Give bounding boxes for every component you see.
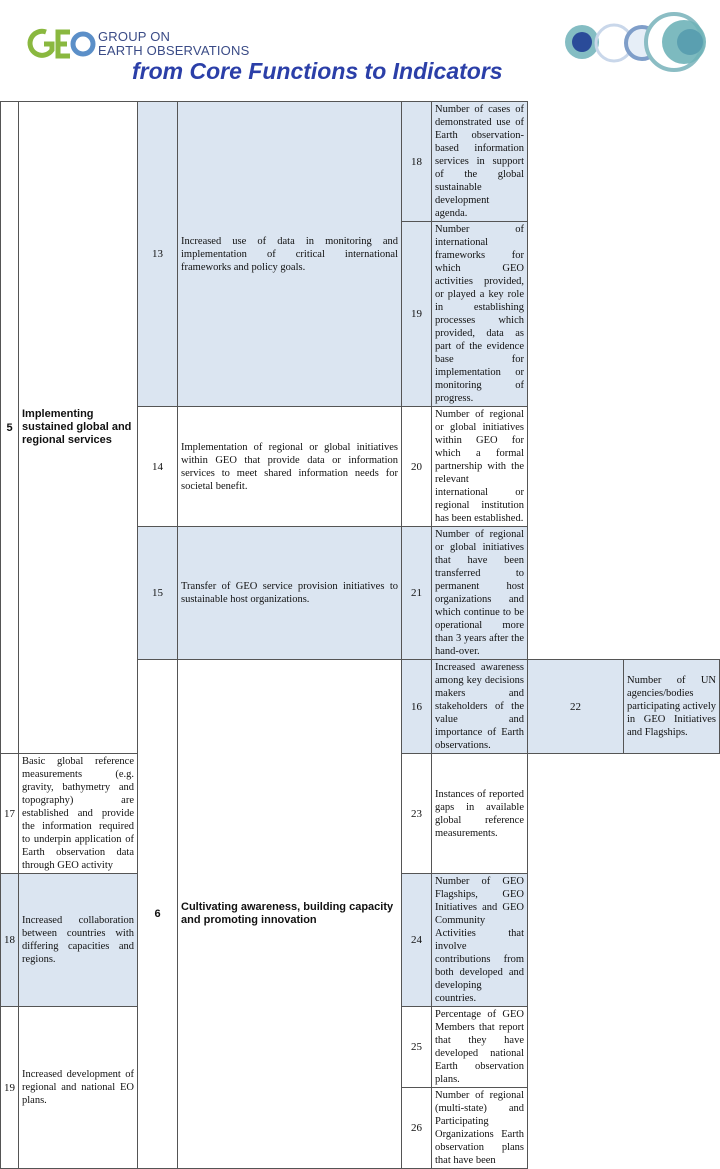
outcome-number: 13 — [138, 102, 178, 407]
indicator-text: Number of UN agencies/bodies participating actively in GEO Initiatives and Flagships. — [624, 660, 720, 754]
indicator-number: 21 — [402, 527, 432, 660]
indicator-number: 19 — [402, 222, 432, 407]
function-name: Cultivating awareness, building capacity and promoting innovation — [178, 660, 402, 1169]
geo-logo-mark — [26, 24, 94, 64]
decorative-circles — [540, 6, 720, 84]
page-title: from Core Functions to Indicators — [132, 58, 503, 84]
logo-wordmark — [98, 30, 249, 58]
outcome-number: 16 — [402, 660, 432, 754]
indicator-text: Number of regional (multi-state) and Participating Organizations Earth observation plans that have been — [432, 1088, 528, 1169]
outcome-number: 18 — [1, 874, 19, 1007]
indicator-number: 23 — [402, 754, 432, 874]
outcome-text: Basic global reference measurements (e.g. gravity, bathymetry and topography) are established and provide the information required to underpin application of Earth observation data through GEO activity — [19, 754, 138, 874]
function-name: Implementing sustained global and regional services — [19, 102, 138, 754]
outcome-text: Implementation of regional or global initiatives within GEO that provide data or information services to meet shared information needs for societal benefit. — [178, 407, 402, 527]
indicator-text: Number of international frameworks for which GEO activities provided, or played a key role in establishing processes which provided, data as part of the evidence base for implementation or monitoring of progress. — [432, 222, 528, 407]
indicator-text: Number of regional or global initiatives that have been transferred to permanent host organizations and which continue to be operational more than 3 years after the hand-over. — [432, 527, 528, 660]
outcome-text: Increased development of regional and national EO plans. — [19, 1007, 138, 1169]
indicator-number: 18 — [402, 102, 432, 222]
indicator-text: Number of cases of demonstrated use of Earth observation-based information services in support of the global sustainable development agenda. — [432, 102, 528, 222]
logo-line-2: EARTH OBSERVATIONS — [98, 43, 250, 58]
outcome-number: 14 — [138, 407, 178, 527]
outcome-number: 15 — [138, 527, 178, 660]
outcome-text: Increased use of data in monitoring and implementation of critical international frameworks and policy goals. — [178, 102, 402, 407]
indicator-number: 20 — [402, 407, 432, 527]
indicators-table — [0, 101, 720, 1166]
function-number: 6 — [138, 660, 178, 1169]
indicator-number: 25 — [402, 1007, 432, 1088]
function-number: 5 — [1, 102, 19, 754]
outcome-text: Transfer of GEO service provision initiatives to sustainable host organizations. — [178, 527, 402, 660]
indicator-text: Instances of reported gaps in available global reference measurements. — [432, 754, 528, 874]
indicator-text: Number of regional or global initiatives within GEO for which a formal partnership with the relevant international or regional institution has been established. — [432, 407, 528, 527]
logo-line-1: GROUP ON — [98, 29, 171, 44]
indicator-number: 24 — [402, 874, 432, 1007]
slide-header — [0, 0, 720, 100]
indicator-number: 26 — [402, 1088, 432, 1169]
outcome-text: Increased awareness among key decisions makers and stakeholders of the value and importance of Earth observations. — [432, 660, 528, 754]
outcome-text: Increased collaboration between countries with differing capacities and regions. — [19, 874, 138, 1007]
indicator-number: 22 — [528, 660, 624, 754]
indicator-text: Number of GEO Flagships, GEO Initiatives and GEO Community Activities that involve contributions from both developed and developing countries. — [432, 874, 528, 1007]
outcome-number: 17 — [1, 754, 19, 874]
indicator-text: Percentage of GEO Members that report that they have developed national Earth observation plans. — [432, 1007, 528, 1088]
outcome-number: 19 — [1, 1007, 19, 1169]
